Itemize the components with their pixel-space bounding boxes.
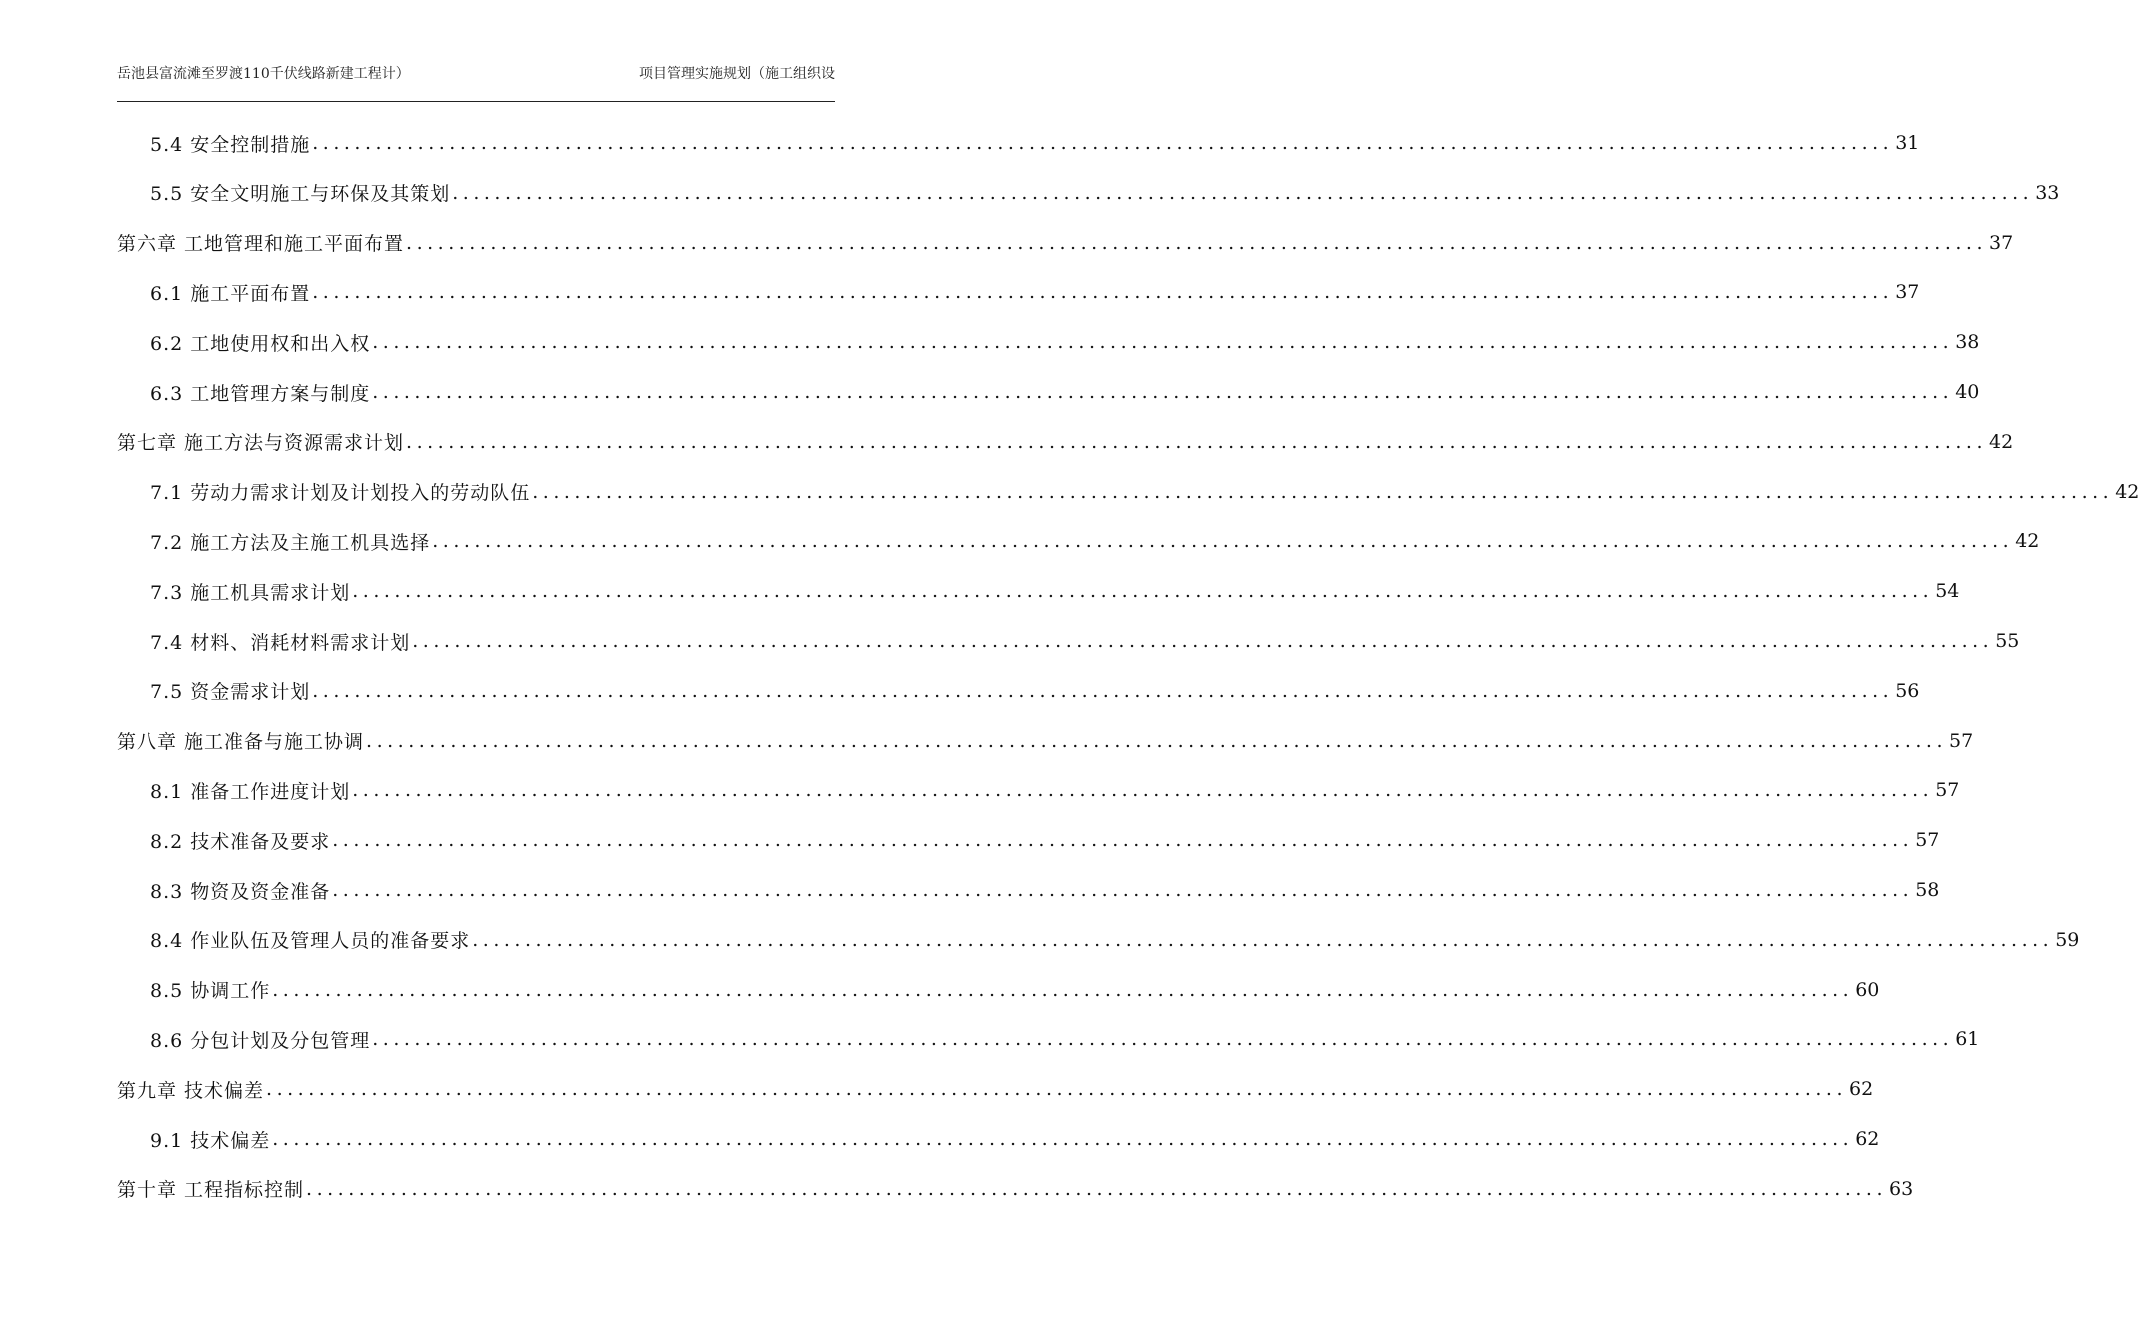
toc-dot-leader: ...................................................................................................................................................... (372, 331, 1954, 354)
toc-section-entry[interactable] (150, 765, 1960, 815)
toc-section-entry[interactable] (150, 516, 2040, 566)
toc-entry-title: 9.1 技术偏差 (150, 1129, 271, 1152)
toc-chapter-entry[interactable] (117, 417, 2014, 467)
toc-dot-leader: ...................................................................................................................................................... (406, 430, 1987, 453)
toc-page-number: 42 (1988, 430, 2014, 453)
toc-dot-leader: ...................................................................................................................................................... (532, 480, 2114, 503)
toc-section-entry[interactable] (150, 118, 1920, 168)
toc-page-number: 37 (1895, 281, 1920, 304)
toc-chapter-entry[interactable] (117, 1064, 1874, 1114)
toc-page-number: 37 (1988, 231, 2014, 254)
toc-section-entry[interactable] (150, 467, 2139, 517)
toc-entry-title: 第七章 施工方法与资源需求计划 (117, 432, 405, 455)
toc-entry-title: 6.3 工地管理方案与制度 (150, 382, 371, 405)
toc-section-entry[interactable] (150, 267, 1920, 317)
toc-page-number: 57 (1935, 779, 1960, 802)
toc-chapter-entry[interactable] (117, 218, 2014, 268)
toc-section-entry[interactable] (150, 566, 1960, 616)
toc-section-entry[interactable] (150, 1014, 1980, 1064)
toc-chapter-entry[interactable] (117, 716, 1974, 766)
toc-entry-title: 8.3 物资及资金准备 (150, 880, 331, 903)
toc-dot-leader: ...................................................................................................................................................... (332, 829, 1914, 852)
toc-page-number: 33 (2035, 181, 2060, 204)
toc-page-number: 57 (1915, 829, 1940, 852)
toc-page-number: 59 (2055, 928, 2080, 951)
toc-page-number: 55 (1995, 630, 2020, 652)
toc-page-number: 62 (1848, 1078, 1874, 1101)
toc-page-number: 54 (1935, 580, 1960, 603)
toc-dot-leader: ...................................................................................................................................................... (312, 281, 1894, 304)
toc-page-number: 31 (1895, 132, 1920, 154)
toc-entry-title: 8.2 技术准备及要求 (150, 830, 331, 853)
toc-dot-leader: ...................................................................................................................................................... (406, 231, 1987, 254)
toc-entry-title: 8.4 作业队伍及管理人员的准备要求 (150, 930, 471, 953)
toc-page-number: 42 (2015, 530, 2040, 553)
toc-page-number: 63 (1888, 1177, 1914, 1200)
toc-entry-title: 7.4 材料、消耗材料需求计划 (150, 631, 411, 654)
header-project-title: 岳池县富流滩至罗渡110千伏线路新建工程计） (117, 66, 410, 82)
toc-section-entry[interactable] (150, 815, 1940, 865)
toc-dot-leader: ...................................................................................................................................................... (412, 630, 1994, 652)
toc-entry-title: 第十章 工程指标控制 (117, 1179, 305, 1202)
toc-section-entry[interactable] (150, 865, 1940, 915)
toc-entry-title: 8.6 分包计划及分包管理 (150, 1029, 371, 1052)
toc-entry-title: 7.3 施工机具需求计划 (150, 581, 351, 604)
toc-page-number: 61 (1955, 1028, 1980, 1051)
toc-dot-leader: ...................................................................................................................................................... (312, 679, 1894, 702)
toc-dot-leader: ...................................................................................................................................................... (372, 381, 1954, 403)
toc-entry-title: 第九章 技术偏差 (117, 1079, 265, 1102)
toc-section-entry[interactable] (150, 616, 2020, 666)
toc-page-number: 62 (1855, 1128, 1880, 1150)
toc-entry-title: 8.1 准备工作进度计划 (150, 780, 351, 803)
toc-dot-leader: ...................................................................................................................................................... (366, 729, 1947, 752)
toc-entry-title: 5.4 安全控制措施 (150, 133, 311, 156)
toc-entry-title: 第六章 工地管理和施工平面布置 (117, 233, 405, 256)
toc-page-number: 38 (1955, 331, 1980, 354)
toc-dot-leader: ...................................................................................................................................................... (452, 181, 2034, 204)
toc-dot-leader: ...................................................................................................................................................... (312, 132, 1894, 154)
toc-entry-title: 7.2 施工方法及主施工机具选择 (150, 531, 431, 554)
toc-page-number: 58 (1915, 879, 1940, 901)
page-header (117, 66, 835, 100)
toc-dot-leader: ...................................................................................................................................................... (432, 530, 2014, 553)
header-divider (117, 101, 835, 102)
toc-dot-leader: ...................................................................................................................................................... (472, 928, 2054, 951)
toc-entry-title: 第八章 施工准备与施工协调 (117, 731, 365, 754)
toc-section-entry[interactable] (150, 317, 1980, 367)
toc-dot-leader: ...................................................................................................................................................... (306, 1177, 1887, 1200)
toc-section-entry[interactable] (150, 965, 1880, 1015)
toc-page-number: 60 (1855, 978, 1880, 1001)
toc-entry-title: 5.5 安全文明施工与环保及其策划 (150, 183, 451, 206)
toc-page-number: 57 (1948, 729, 1974, 752)
toc-section-entry[interactable] (150, 1114, 1880, 1164)
toc-entry-title: 7.5 资金需求计划 (150, 681, 311, 704)
toc-section-entry[interactable] (150, 666, 1920, 716)
toc-page-number: 56 (1895, 679, 1920, 702)
toc-dot-leader: ...................................................................................................................................................... (272, 978, 1854, 1001)
toc-entry-title: 6.1 施工平面布置 (150, 282, 311, 305)
toc-dot-leader: ...................................................................................................................................................... (372, 1028, 1954, 1051)
toc-section-entry[interactable] (150, 168, 2060, 218)
toc-section-entry[interactable] (150, 915, 2080, 965)
toc-section-entry[interactable] (150, 367, 1980, 417)
header-document-title: 项目管理实施规划（施工组织设 (639, 66, 835, 82)
toc-chapter-entry[interactable] (117, 1164, 1914, 1214)
toc-dot-leader: ...................................................................................................................................................... (266, 1078, 1847, 1101)
toc-dot-leader: ...................................................................................................................................................... (332, 879, 1914, 901)
toc-page-number: 42 (2115, 480, 2139, 503)
toc-dot-leader: ...................................................................................................................................................... (352, 580, 1934, 603)
toc-entry-title: 7.1 劳动力需求计划及计划投入的劳动队伍 (150, 482, 531, 505)
toc-entry-title: 8.5 协调工作 (150, 980, 271, 1003)
toc-dot-leader: ...................................................................................................................................................... (352, 779, 1934, 802)
toc-entry-title: 6.2 工地使用权和出入权 (150, 332, 371, 355)
toc-page-number: 40 (1955, 381, 1980, 403)
toc-dot-leader: ...................................................................................................................................................... (272, 1128, 1854, 1150)
